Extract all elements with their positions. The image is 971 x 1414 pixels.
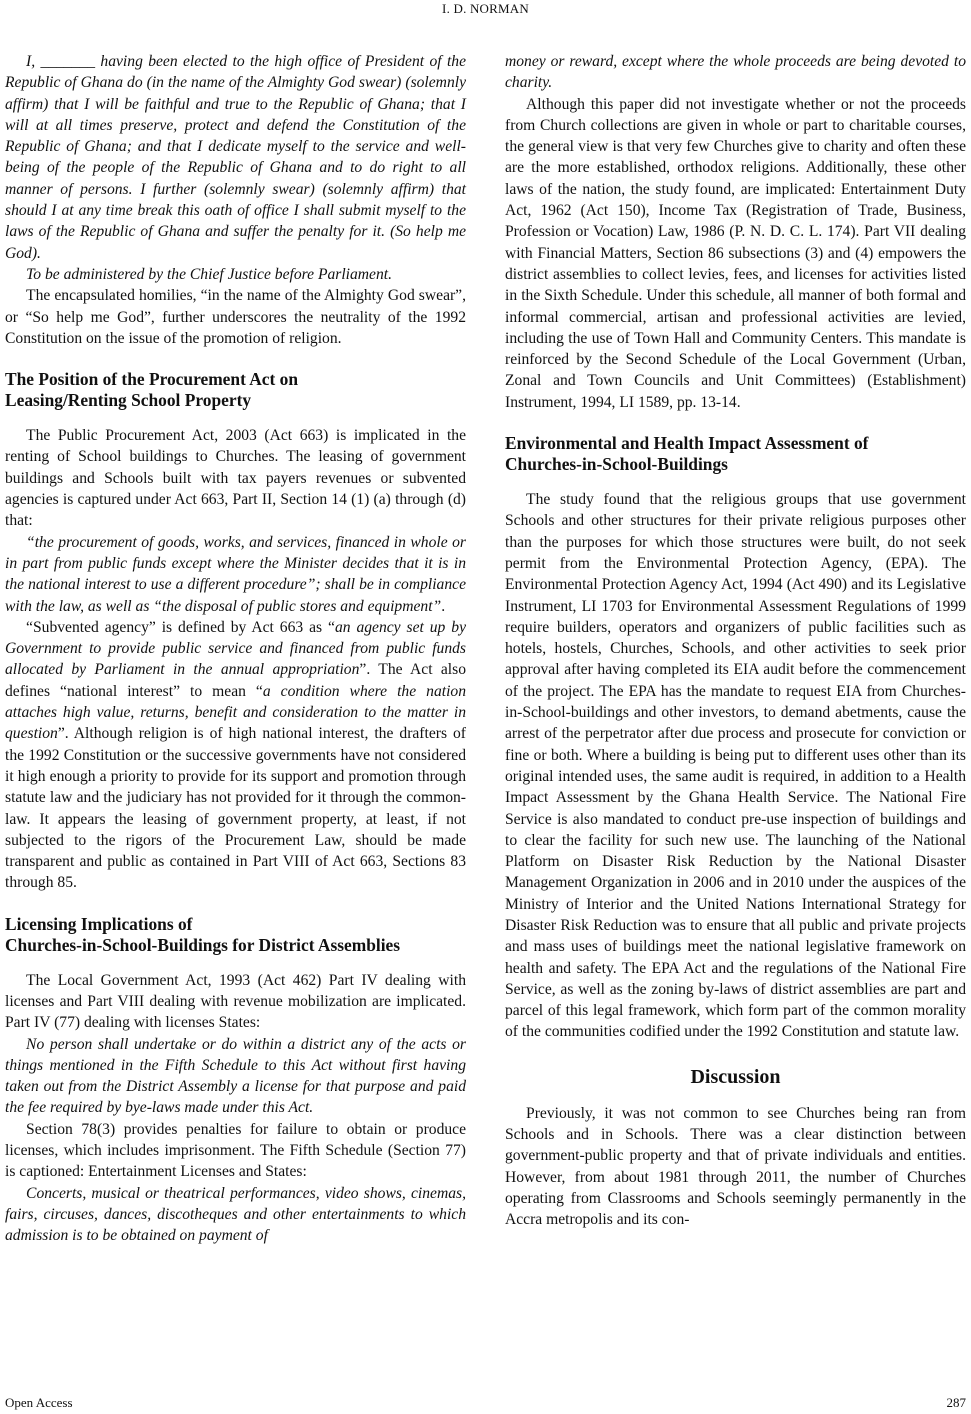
quote-procurement-compliance: ; shall be in compliance with the law, as well as xyxy=(5,576,466,615)
section-heading-environmental-line1: Environmental and Health Impact Assessment of xyxy=(505,433,869,454)
section-heading-licensing xyxy=(5,914,466,956)
subvented-text-1: “Subvented agency” is defined by Act 663 as “ xyxy=(26,618,335,636)
subvented-definition: an agency set up by Government to provide public service and financed from public funds allocated by Parliament in the annual appropriation xyxy=(5,618,466,679)
quote-license-requirement: No person shall undertake or do within a district any of the acts or things mentioned in the Fifth Schedule to this Act without first having taken out from the District Assembly a license for that purpose and paid the fee required by bye-laws made under this Act. xyxy=(5,1035,466,1117)
section-heading-procurement xyxy=(5,369,466,411)
section-heading-environmental-line2: Churches-in-School-Buildings xyxy=(505,454,728,475)
paragraph-section-78: Section 78(3) provides penalties for failure to obtain or produce licenses, which includes imprisonment. The Fifth Schedule (Section 77) is captioned: Entertainment Licenses and States: xyxy=(5,1120,466,1181)
page-number: 287 xyxy=(946,1395,966,1410)
left-column xyxy=(5,51,466,1247)
footer-open-access: Open Access xyxy=(5,1395,73,1410)
national-interest-definition: a condition where the nation attaches high value, returns, benefit and consideration to the matter in question xyxy=(5,682,466,743)
subvented-text-3: ”. Although religion is of high national interest, the drafters of the 1992 Constitution or the successive governments have not considered it high enough a priority to provide for its support and promotion through statute law and the judiciary has not provided for it through the common-law. It appears the leasing of government property, at least, if not subjected to the rigors of the Procurement Law, should be made transparent and public as contained in Part VIII of Act 663, Sections 83 through 85. xyxy=(5,725,466,892)
paragraph-local-government-act: The Local Government Act, 1993 (Act 462) Part IV dealing with licenses and Part VIII dealing with revenue mobilization are implicated. Part IV (77) dealing with licenses States: xyxy=(5,971,466,1032)
running-head: I. D. NORMAN xyxy=(442,1,529,16)
paragraph-subvented-agency xyxy=(5,617,466,894)
oath-note: To be administered by the Chief Justice before Parliament. xyxy=(26,265,393,283)
section-heading-procurement-line2: Leasing/Renting School Property xyxy=(5,390,252,411)
right-column xyxy=(505,51,966,1231)
quote-procurement-disposal: “the disposal of public stores and equipment” xyxy=(153,597,442,615)
quote-procurement-goods: “the procurement of goods, works, and services, financed in whole or in part from public funds except where the Minister decides that it is in the national interest to use a different procedure” xyxy=(5,533,466,594)
paragraph-procurement: The Public Procurement Act, 2003 (Act 663) is implicated in the renting of School buildings to Churches. The leasing of government buildings and Schools built with tax payers revenues or subvented agencies is captured under Act 663, Part II, Section 14 (1) (a) through (d) that: xyxy=(5,427,466,530)
paragraph-homilies: The encapsulated homilies, “in the name of the Almighty God swear”, or “So help me God”, further underscores the neutrality of the 1992 Constitution on the issue of the promotion of religion. xyxy=(5,287,466,347)
quote-entertainment-continued: money or reward, except where the whole proceeds are being devoted to charity. xyxy=(505,53,966,92)
paragraph-procurement-quote xyxy=(5,532,466,617)
section-heading-licensing-line1: Licensing Implications of xyxy=(5,913,193,934)
subvented-text-2: ”. The Act also defines “national interest” to mean “ xyxy=(5,661,466,700)
section-heading-licensing-line2: Churches-in-School-Buildings for District Assemblies xyxy=(5,934,401,955)
paragraph-environmental: The study found that the religious groups that use government Schools and other structures for their private religious purposes other than the purposes for which those structures were built, do not seek permit from the Environmental Protection Agency, (EPA). The Environmental Protection Agency Act, 1994 (Act 490) and its Legislative Instrument, LI 1703 for Environmental Assessment Regulations of 1999 require builders, operators and organizers of public facilities such as hotels, hostels, Churches, Schools, and other activities to seek prior approval after having completed its EIA audit before the commencement of the project. The EPA has the mandate to request EIA from Churches-in-School-buildings and other investors, to demand abetments, cause the arrest of the perpetrator after due process and prosecute for conviction or fine or both. Where a building is being put to different uses other than its original intended uses, the same audit is required, in addition to a Health Impact Assessment by the Ghana Health Service. The National Fire Service is also mandated to conduct pre-use inspection of buildings and to clear the facility for such new use. The launching of the National Platform on Disaster Risk Reduction by the National Disaster Management Organization in 2006 and in 2010 under the auspices of the Ministry of Interior and the United Nations International Strategy for Disaster Risk Reduction was to ensure that all public and private projects and mass uses of buildings meet the national legislative framework on health and safety. The EPA Act and the regulations of the National Fire Service, as well as the zoning by-laws of district assemblies are part and parcel of this legal framework, which form part of the common morality of the communities codified under the 1992 Constitution and statute law. xyxy=(505,491,966,1041)
oath-quote: I, _______ having been elected to the high office of President of the Republic of Ghana do (in the name of the Almighty God swear) (solemnly affirm) that I will be faithful and true to the Republic of Ghana; that I will at all times preserve, protect and defend the Constitution of the Republic of Ghana; and that I dedicate myself to the service and well-being of the people of the Republic of Ghana and to do right to all manner of persons. I further (solemnly swear) (solemnly affirm) that should I at any time break this oath of office I shall submit myself to the laws of the Republic of Ghana and suffer the penalty for it. (So help me God). xyxy=(5,53,466,262)
quote-entertainment-licenses: Concerts, musical or theatrical performances, video shows, cinemas, fairs, circuses, dances, discotheques and other entertainments to which admission is to be obtained on payment of xyxy=(5,1184,466,1245)
paragraph-discussion: Previously, it was not common to see Churches being ran from Schools and in Schools. There was a clear distinction between government-public property and that of private individuals and entities. However, from about 1981 through 2011, the number of Churches operating from Classrooms and Schools seemingly permanently in the Accra metropolis and its con- xyxy=(505,1104,966,1229)
paragraph-charity: Although this paper did not investigate whether or not the proceeds from Church collections are given in whole or part to charitable courses, the general view is that very few Churches give to charity and often these are the more established, orthodox religions. Additionally, these other laws of the nation, the study found, are implicated: Entertainment Duty Act, 1962 (Act 150), Income Tax (Registration of Trade, Business, Profession or Vocation) Law, 1986 (P. N. D. C. L. 174). Part VII dealing with Financial Matters, Section 86 subsections (3) and (4) empowers the district assemblies to collect levies, fees, and licenses for activities listed in the Sixth Schedule. Under this schedule, all manner of both formal and informal commercial, artisan and professional activities are levied, including the use of Town Hall and Community Centers. This mandate is reinforced by the Second Schedule of the Local Government (Urban, Zonal and Town Councils and Unit Committees) (Establishment) Instrument, 1994, LI 1589, pp. 13-14. xyxy=(505,95,966,411)
section-heading-procurement-line1: The Position of the Procurement Act on xyxy=(5,369,299,390)
section-heading-discussion: Discussion xyxy=(690,1065,781,1088)
quote-procurement-end: . xyxy=(441,597,446,615)
section-heading-environmental xyxy=(505,433,966,475)
